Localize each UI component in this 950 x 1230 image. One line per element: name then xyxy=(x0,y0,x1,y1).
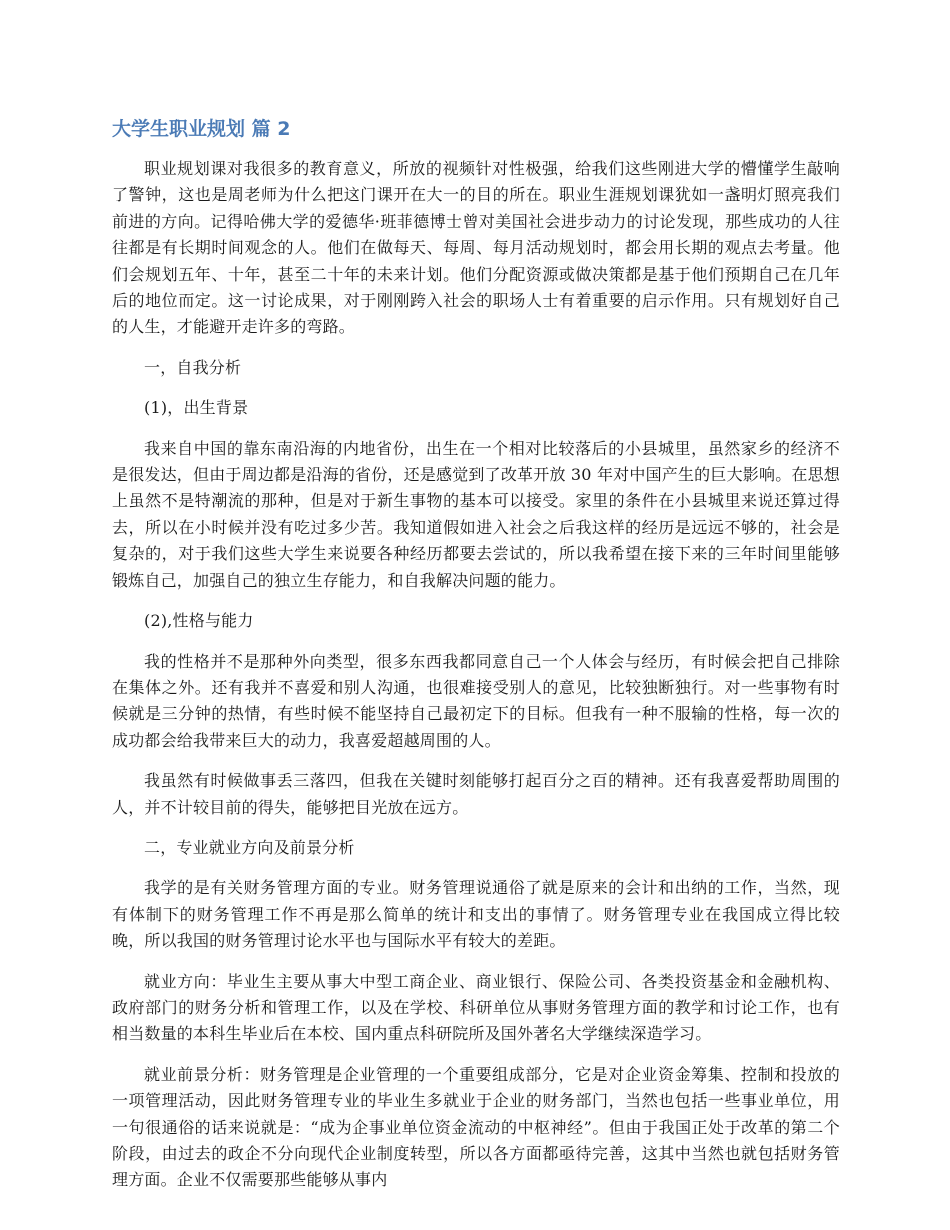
section-heading-career: 二，专业就业方向及前景分析 xyxy=(144,837,355,857)
section-heading-self-analysis: 一，自我分析 xyxy=(144,357,242,377)
subsection-heading-personality: (2),性格与能力 xyxy=(144,611,254,631)
background-paragraph: 我来自中国的靠东南沿海的内地省份，出生在一个相对比较落后的小县城里，虽然家乡的经济不是很发达，但由于周边都是沿海的省份，还是感觉到了改革开放 30 年对中国产生的巨大影响。在思想上虽然不是特潮流的那种，但是对于新生事物的基本可以接受。家里的条件在小县城里来说还算过得去，所以在小时候并没有吃过多少苦。我知道假如进入社会之后我这样的经历是远远不够的，社会是复杂的，对于我们这些大学生来说要各种经历都要去尝试的，所以我希望在接下来的三年时间里能够锻炼自己，加强自己的独立生存能力，和自我解决问题的能力。 xyxy=(112,438,840,590)
career-direction-paragraph: 就业方向：毕业生主要从事大中型工商企业、商业银行、保险公司、各类投资基金和金融机构、政府部门的财务分析和管理工作，以及在学校、科研单位从事财务管理方面的教学和讨论工作，也有相当数量的本科生毕业后在本校、国内重点科研院所及国外著名大学继续深造学习。 xyxy=(112,971,840,1044)
personality-paragraph: 我的性格并不是那种外向类型，很多东西我都同意自己一个人体会与经历，有时候会把自己排除在集体之外。还有我并不喜爱和别人沟通，也很难接受别人的意见，比较独断独行。对一些事物有时候就是三分钟的热情，有些时候不能坚持自己最初定下的目标。但我有一种不服输的性格，每一次的成功都会给我带来巨大的动力，我喜爱超越周围的人。 xyxy=(112,651,840,750)
intro-paragraph: 职业规划课对我很多的教育意义，所放的视频针对性极强，给我们这些刚进大学的懵懂学生敲响了警钟，这也是周老师为什么把这门课开在大一的目的所在。职业生涯规划课犹如一盏明灯照亮我们前进的方向。记得哈佛大学的爱德华·班菲德博士曾对美国社会进步动力的讨论发现，那些成功的人往往都是有长期时间观念的人。他们在做每天、每周、每月活动规划时，都会用长期的观点去考量。他们会规划五年、十年，甚至二十年的未来计划。他们分配资源或做决策都是基于他们预期自己在几年后的地位而定。这一讨论成果，对于刚刚跨入社会的职场人士有着重要的启示作用。只有规划好自己的人生，才能避开走许多的弯路。 xyxy=(112,159,840,337)
subsection-heading-background: (1)，出生背景 xyxy=(144,398,249,418)
career-prospect-paragraph: 就业前景分析：财务管理是企业管理的一个重要组成部分，它是对企业资金筹集、控制和投放的一项管理活动，因此财务管理专业的毕业生多就业于企业的财务部门，当然也包括一些事业单位，用一句很通俗的话来说就是：“成为企事业单位资金流动的中枢神经”。但由于我国正处于改革的第二个阶段，由过去的政企不分向现代企业制度转型，所以各方面都亟待完善，这其中当然也就包括财务管理方面。企业不仅需要那些能够从事内 xyxy=(112,1064,840,1190)
major-paragraph: 我学的是有关财务管理方面的专业。财务管理说通俗了就是原来的会计和出纳的工作，当然，现有体制下的财务管理工作不再是那么简单的统计和支出的事情了。财务管理专业在我国成立得比较晚，所以我国的财务管理讨论水平也与国际水平有较大的差距。 xyxy=(112,878,840,951)
personality-paragraph-2: 我虽然有时候做事丢三落四，但我在关键时刻能够打起百分之百的精神。还有我喜爱帮助周围的人，并不计较目前的得失，能够把目光放在远方。 xyxy=(112,771,840,817)
document-title: 大学生职业规划 篇 2 xyxy=(112,118,291,140)
